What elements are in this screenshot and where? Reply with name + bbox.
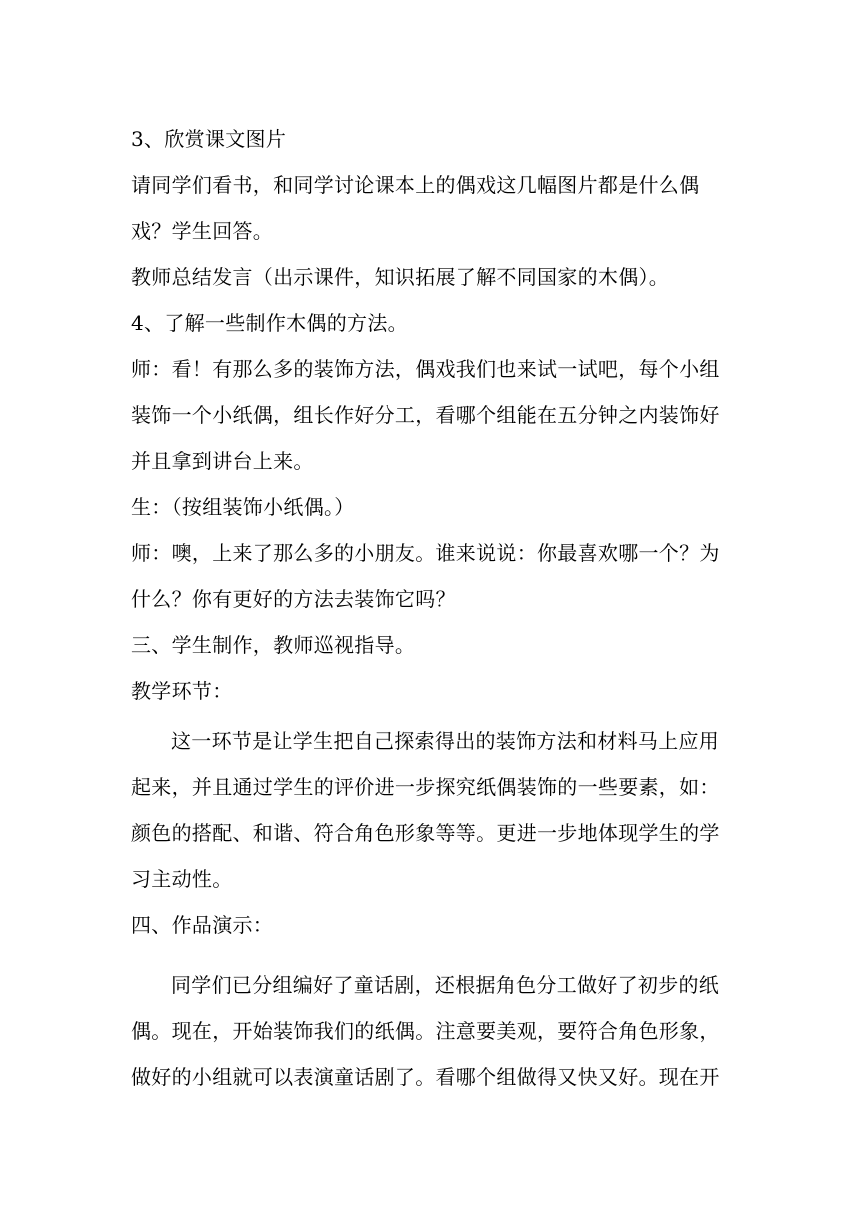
paragraph-line: 这一环节是让学生把自己探索得出的装饰方法和材料马上应用	[171, 729, 720, 753]
section-heading-appreciate-pictures: 3、欣赏课文图片	[131, 127, 287, 151]
paragraph-line: 习主动性。	[131, 867, 233, 891]
paragraph-line: 教师总结发言（出示课件，知识拓展了解不同国家的木偶）。	[131, 265, 670, 289]
paragraph-line: 戏？学生回答。	[131, 219, 274, 243]
paragraph-line: 请同学们看书，和同学讨论课本上的偶戏这几幅图片都是什么偶	[131, 173, 700, 197]
paragraph-line: 颜色的搭配、和谐、符合角色形象等等。更进一步地体现学生的学	[131, 821, 720, 845]
paragraph-line: 并且拿到讲台上来。	[131, 449, 314, 473]
paragraph-line: 生：（按组装饰小纸偶。）	[131, 495, 355, 519]
paragraph-line: 师：看！有那么多的装饰方法，偶戏我们也来试一试吧，每个小组	[131, 357, 720, 381]
paragraph-line: 师：噢，上来了那么多的小朋友。谁来说说：你最喜欢哪一个？为	[131, 541, 720, 565]
paragraph-line: 起来，并且通过学生的评价进一步探究纸偶装饰的一些要素，如：	[131, 775, 720, 799]
paragraph-line: 做好的小组就可以表演童话剧了。看哪个组做得又快又好。现在开	[131, 1065, 720, 1089]
paragraph-line: 同学们已分组编好了童话剧，还根据角色分工做好了初步的纸	[171, 973, 720, 997]
paragraph-line: 装饰一个小纸偶，组长作好分工，看哪个组能在五分钟之内装饰好	[131, 403, 720, 427]
section-heading-teaching-link: 教学环节：	[131, 679, 233, 703]
section-heading-work-demo: 四、作品演示：	[131, 913, 274, 937]
section-heading-student-making: 三、学生制作，教师巡视指导。	[131, 633, 416, 657]
paragraph-line: 什么？你有更好的方法去装饰它吗？	[131, 587, 456, 611]
section-heading-methods: 4、了解一些制作木偶的方法。	[131, 311, 408, 335]
paragraph-line: 偶。现在，开始装饰我们的纸偶。注意要美观，要符合角色形象，	[131, 1019, 720, 1043]
